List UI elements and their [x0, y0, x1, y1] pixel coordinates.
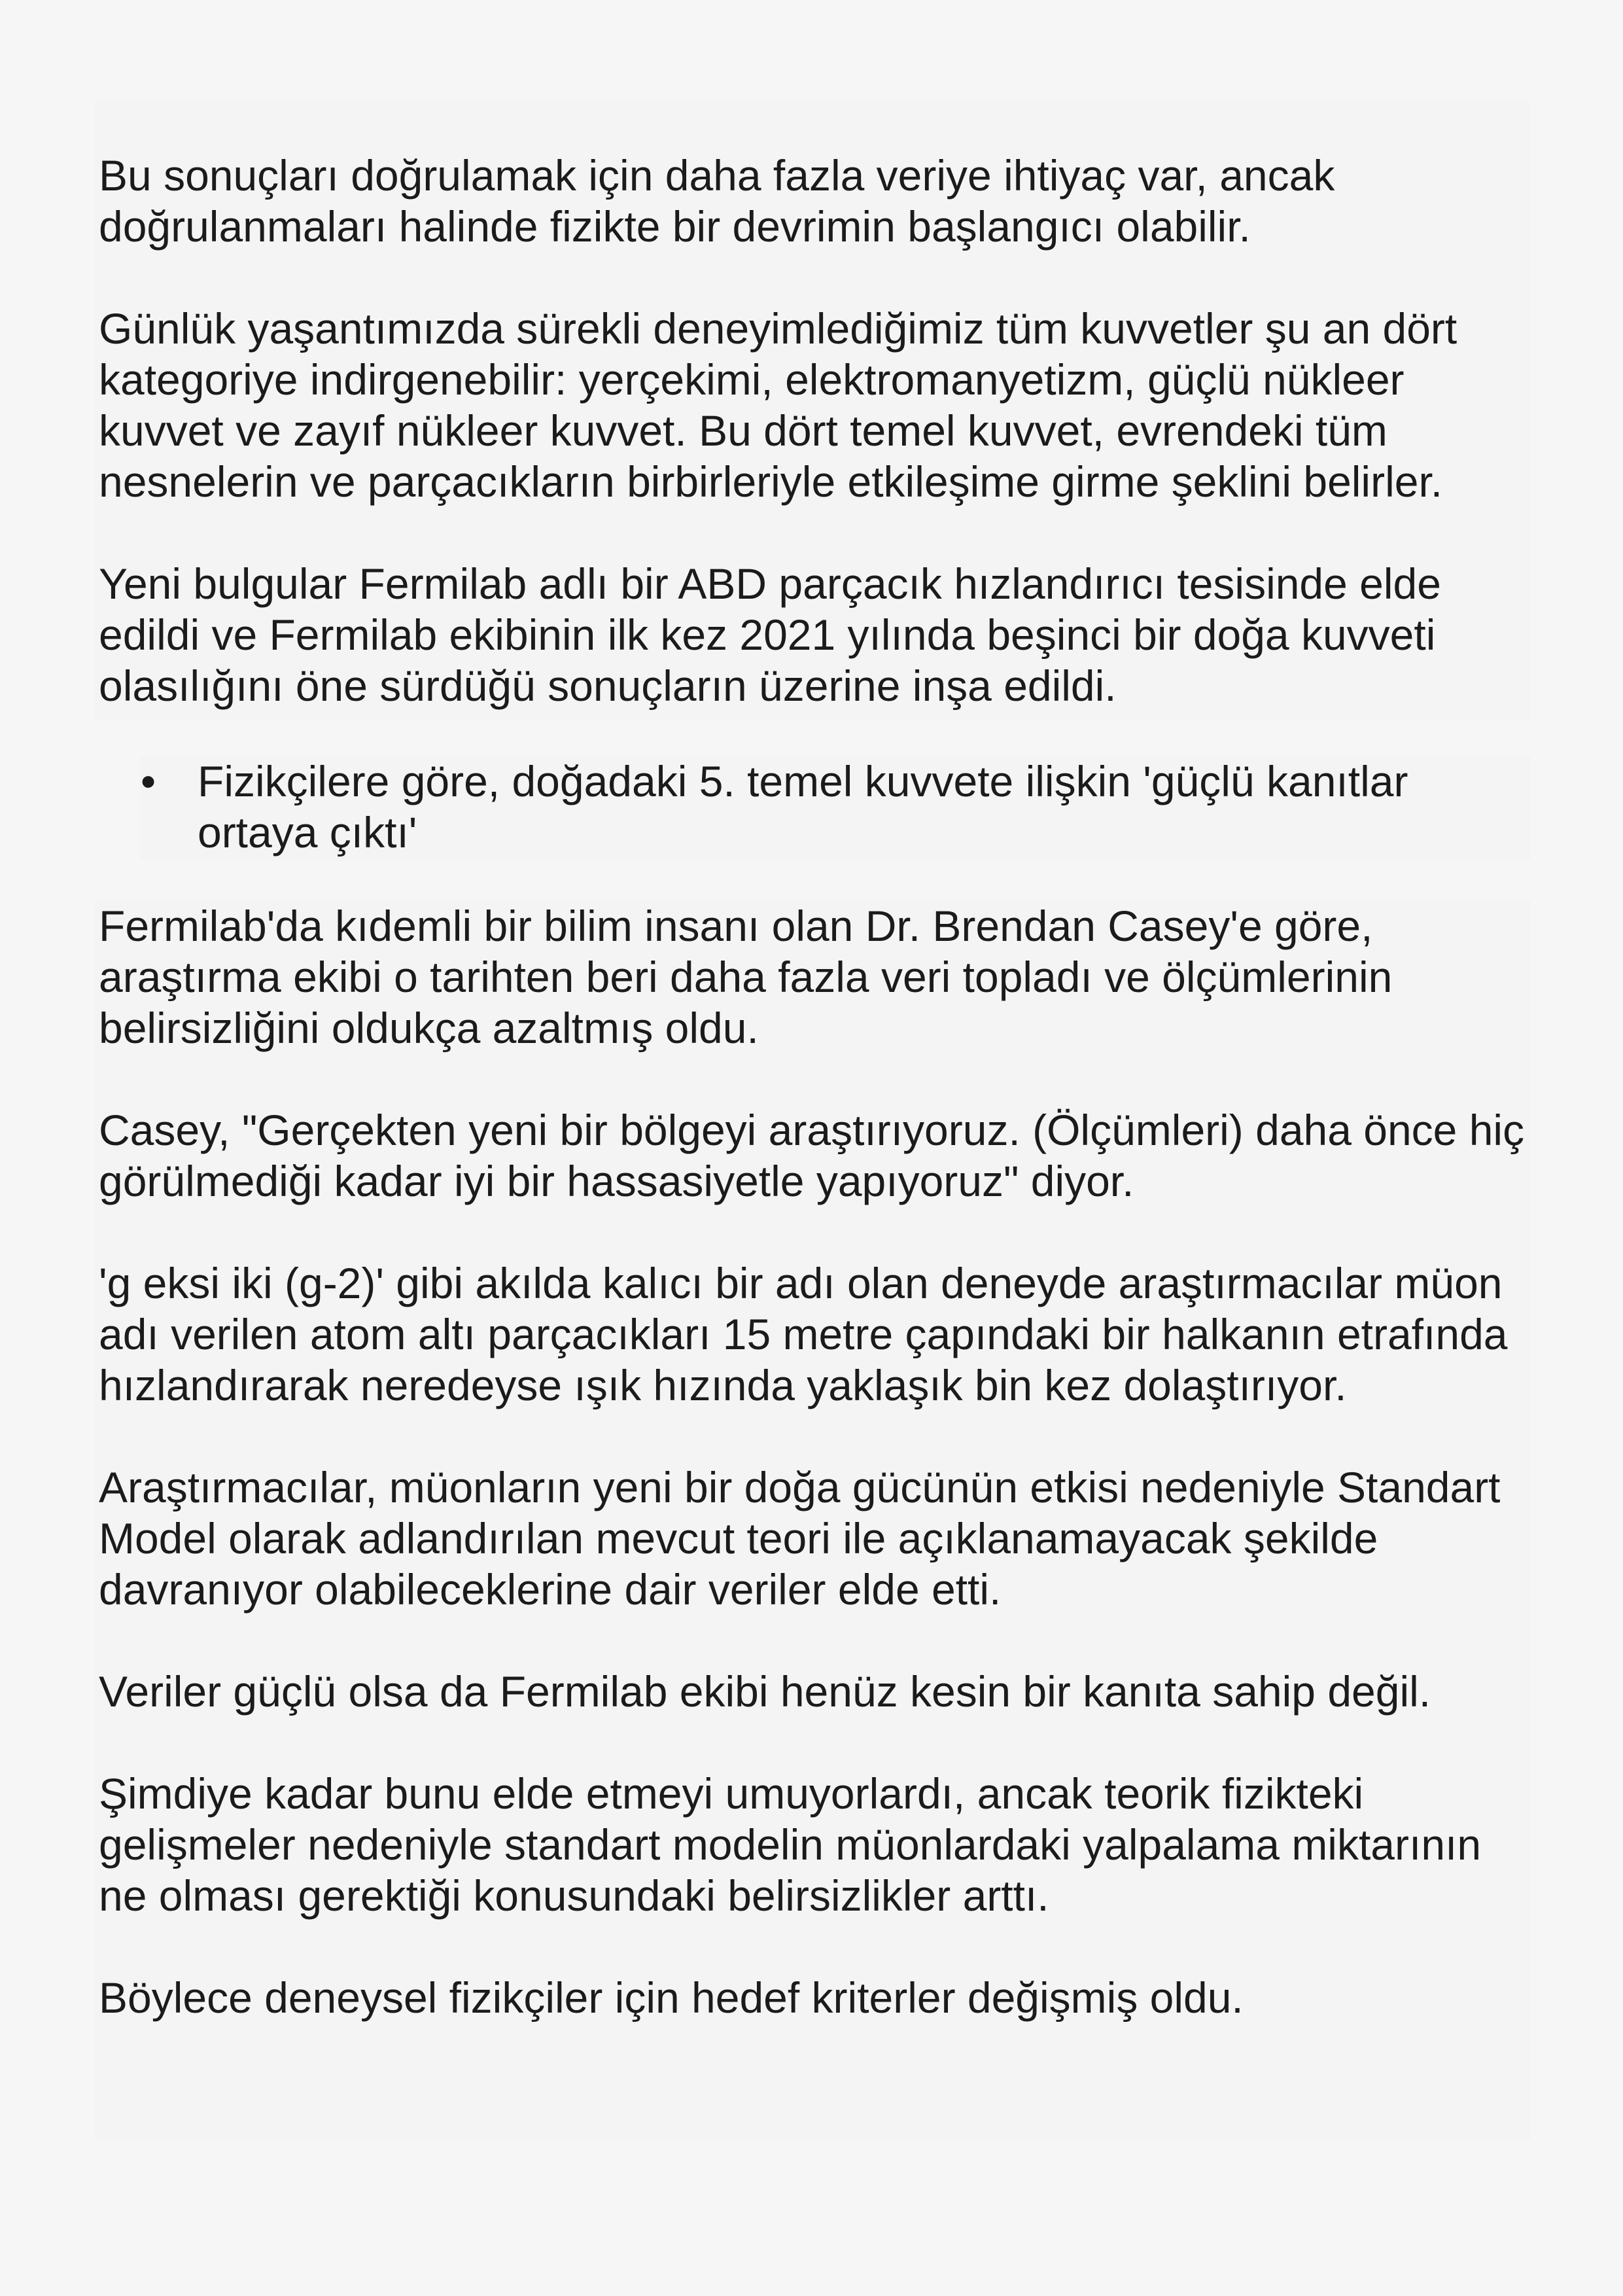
related-links	[141, 756, 1531, 860]
related-link-text[interactable]: Fizikçilere göre, doğadaki 5. temel kuvvete ilişkin 'güçlü kanıtlar ortaya çıktı'	[198, 757, 1408, 857]
paragraph: Fermilab'da kıdemli bir bilim insanı olan Dr. Brendan Casey'e göre, araştırma ekibi o tarihten beri daha fazla veri topladı ve ölçümlerinin belirsizliğini oldukça azaltmış oldu.	[99, 902, 1393, 1052]
paragraph: Böylece deneysel fizikçiler için hedef kriterler değişmiş oldu.	[99, 1973, 1244, 2022]
article-body-bottom	[95, 900, 1531, 2140]
paragraph: Yeni bulgular Fermilab adlı bir ABD parçacık hızlandırıcı tesisinde elde edildi ve Fermilab ekibinin ilk kez 2021 yılında beşinci bir doğa kuvveti olasılığını öne sürdüğü sonuçların üzerine inşa edildi.	[99, 559, 1441, 710]
paragraph: 'g eksi iki (g-2)' gibi akılda kalıcı bir adı olan deneyde araştırmacılar müon adı verilen atom altı parçacıkları 15 metre çapındaki bir halkanın etrafında hızlandırarak neredeyse ışık hızında yaklaşık bin kez dolaştırıyor.	[99, 1259, 1508, 1409]
paragraph: Araştırmacılar, müonların yeni bir doğa gücünün etkisi nedeniyle Standart Model olarak adlandırılan mevcut teori ile açıklanamayacak şekilde davranıyor olabileceklerine dair veriler elde etti.	[99, 1463, 1501, 1614]
related-links-list	[141, 756, 1531, 858]
related-link-item[interactable]	[141, 756, 1531, 858]
article-body-top	[95, 101, 1531, 720]
paragraph: Casey, "Gerçekten yeni bir bölgeyi araştırıyoruz. (Ölçümleri) daha önce hiç görülmediği kadar iyi bir hassasiyetle yapıyoruz" diyor.	[99, 1106, 1525, 1205]
bullet-icon: •	[141, 757, 156, 805]
paragraph: Günlük yaşantımızda sürekli deneyimlediğimiz tüm kuvvetler şu an dört kategoriye indirgenebilir: yerçekimi, elektromanyetizm, güçlü nükleer kuvvet ve zayıf nükleer kuvvet. Bu dört temel kuvvet, evrendeki tüm nesnelerin ve parçacıkların birbirleriyle etkileşime girme şeklini belirler.	[99, 304, 1457, 506]
paragraph: Bu sonuçları doğrulamak için daha fazla veriye ihtiyaç var, ancak doğrulanmaları halinde fizikte bir devrimin başlangıcı olabilir.	[99, 151, 1335, 251]
paragraph: Şimdiye kadar bunu elde etmeyi umuyorlardı, ancak teorik fizikteki gelişmeler nedeniyle standart modelin müonlardaki yalpalama miktarının ne olması gerektiği konusundaki belirsizlikler arttı.	[99, 1769, 1482, 1920]
paragraph: Veriler güçlü olsa da Fermilab ekibi henüz kesin bir kanıta sahip değil.	[99, 1667, 1431, 1716]
